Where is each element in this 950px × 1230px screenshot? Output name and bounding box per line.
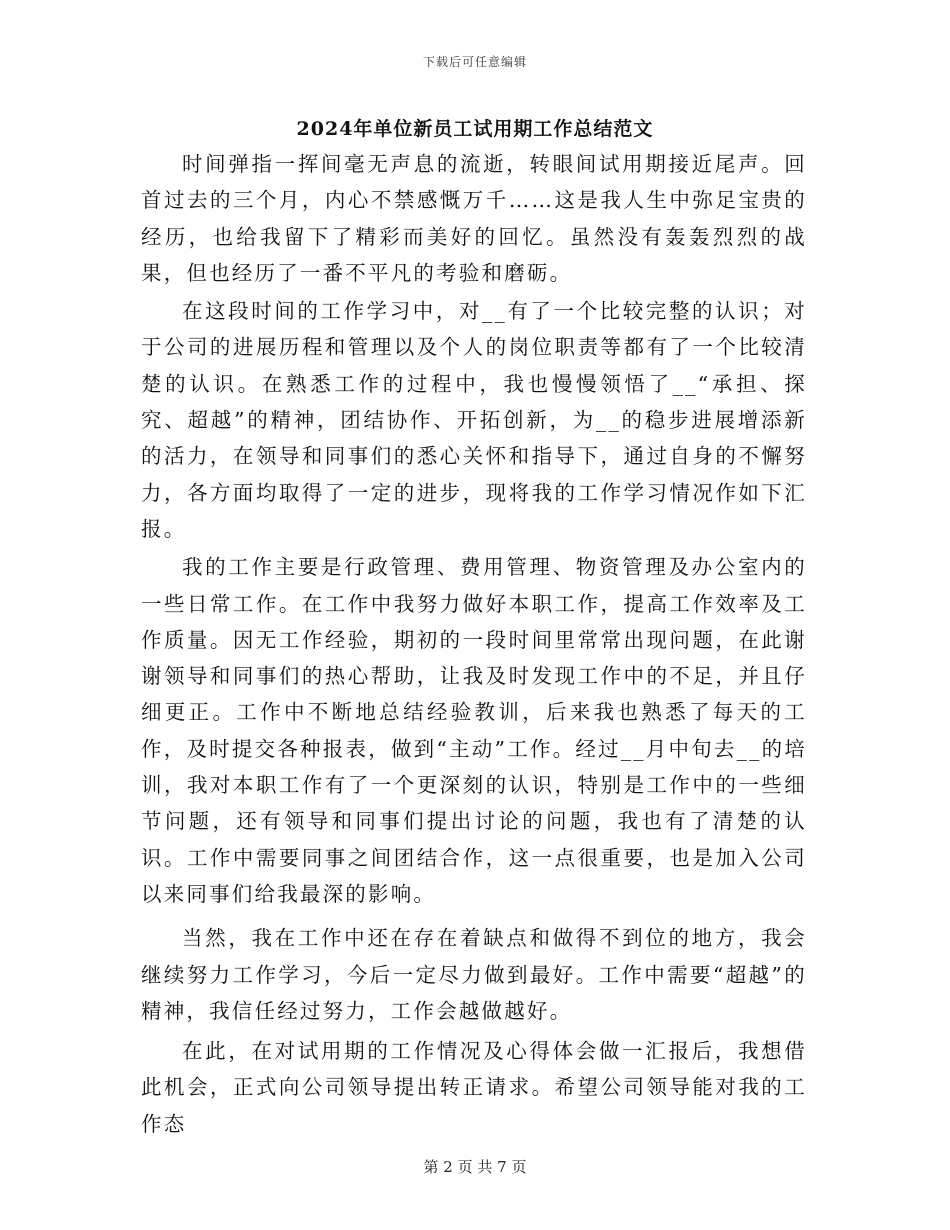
paragraph-2: 在这段时间的工作学习中，对__有了一个比较完整的认识；对于公司的进展历程和管理以及个人的岗位职责等都有了一个比较清楚的认识。在熟悉工作的过程中，我也慢慢领悟了__“承担、探究、超越”的精神，团结协作、开拓创新，为__的稳步进展增添新的活力，在领导和同事们的悉心关怀和指导下，通过自身的不懈努力，各方面均取得了一定的进步，现将我的工作学习情况作如下汇报。 <box>141 299 807 541</box>
header-note: 下载后可任意编辑 <box>422 55 527 69</box>
document-body <box>141 146 807 1142</box>
paragraph-4: 当然，我在工作中还在存在着缺点和做得不到位的地方，我会继续努力工作学习，今后一定尽力做到最好。工作中需要“超越”的精神，我信任经过努力，工作会越做越好。 <box>141 926 807 1023</box>
page-number: 第 2 页 共 7 页 <box>423 1158 527 1176</box>
document-title: 2024年单位新员工试用期工作总结范文 <box>296 118 654 140</box>
paragraph-3: 我的工作主要是行政管理、费用管理、物资管理及办公室内的一些日常工作。在工作中我努力做好本职工作，提高工作效率及工作质量。因无工作经验，期初的一段时间里常常出现问题，在此谢谢领导和同事们的热心帮助，让我及时发现工作中的不足，并且仔细更正。工作中不断地总结经验教训，后来我也熟悉了每天的工作，及时提交各种报表，做到“主动”工作。经过__月中旬去__的培训，我对本职工作有了一个更深刻的认识，特别是工作中的一些细节问题，还有领导和同事们提出讨论的问题，我也有了清楚的认识。工作中需要同事之间团结合作，这一点很重要，也是加入公司以来同事们给我最深的影响。 <box>141 555 807 906</box>
paragraph-5: 在此，在对试用期的工作情况及心得体会做一汇报后，我想借此机会，正式向公司领导提出转正请求。希望公司领导能对我的工作态 <box>141 1039 807 1136</box>
paragraph-1: 时间弹指一挥间毫无声息的流逝，转眼间试用期接近尾声。回首过去的三个月，内心不禁感慨万千……这是我人生中弥足宝贵的经历，也给我留下了精彩而美好的回忆。虽然没有轰轰烈烈的战果，但也经历了一番不平凡的考验和磨砺。 <box>141 152 807 285</box>
